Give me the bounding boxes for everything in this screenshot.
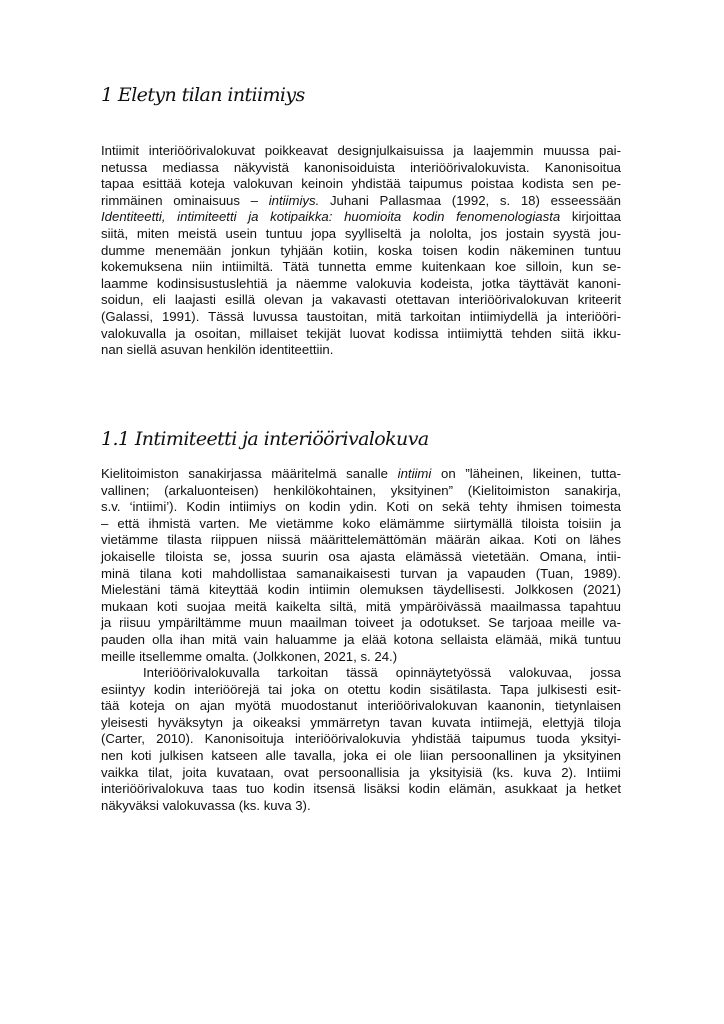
text-segment: Intiimit interiöörivalokuvat poikkeavat designjulkaisuissa ja laajemmin muussa pai- <box>101 143 621 158</box>
text-line <box>101 682 621 699</box>
text-segment: kokemuksena niin intiimiltä. Tätä tunnetta emme kuitenkaan koe silloin, kun se- <box>101 259 621 275</box>
text-segment: siitä, miten meistä usein tuntuu jopa syylliseltä ja nololta, jos jostain syystä jou- <box>101 225 621 241</box>
text-segment: Kielitoimiston sanakirjassa määritelmä sanalle <box>101 466 398 481</box>
text-line <box>101 326 621 343</box>
text-line <box>101 549 621 566</box>
text-segment: on ”läheinen, likeinen, tutta- <box>431 466 622 481</box>
text-segment: tää koteja on ajan myötä muodostanut interiöörivalokuvan kaanonin, tietynlaisen <box>101 698 621 714</box>
text-segment: ja riisuu ympäriltämme muun maailman toiveet ja odotukset. Se tarjoaa meille va- <box>101 615 621 631</box>
text-segment: pauden olla ihan mitä vain haluamme ja elää kotona sellaista elämää, mikä tuntuu <box>101 631 621 647</box>
text-line <box>101 781 621 798</box>
text-line <box>101 615 621 632</box>
text-segment: jokaiselle tiloista se, jossa suurin osa ajasta elämässä vietetään. Omana, intii- <box>101 548 621 564</box>
text-line <box>101 798 621 815</box>
text-line <box>101 632 621 649</box>
text-segment: s.v. ‘intiimi’). Kodin intiimiys on kodin ydin. Koti on sekä tehty ihmisen toimesta <box>101 499 621 515</box>
text-line <box>101 715 621 732</box>
text-line <box>101 599 621 616</box>
text-line <box>101 765 621 782</box>
text-segment: interiöörivalokuva taas tuo kodin itsensä lisäksi kodin elämän, asukkaat ja hetket <box>101 781 621 797</box>
text-segment: meille itsellemme omalta. (Jolkkonen, 2021, s. 24.) <box>101 648 398 664</box>
text-line <box>101 342 621 359</box>
text-segment: nen koti julkisen katseen alle tavalla, joka ei ole liian persoonallinen ja yksityinen <box>101 747 621 763</box>
text-line <box>101 176 621 193</box>
text-line <box>101 566 621 583</box>
text-line <box>101 698 621 715</box>
text-segment: valokuvalla ja osoitan, millaiset tekijät luovat kodissa intiimiyttä tehden siitä ikku- <box>101 325 621 341</box>
text-line <box>101 160 621 177</box>
chapter-heading: 1 Eletyn tilan intiimiys <box>101 84 305 106</box>
text-segment: netussa mediassa näkyvistä kanonisoiduista interiöörivalokuvista. Kanonisoitua <box>101 159 621 175</box>
text-line <box>101 466 621 483</box>
text-line <box>101 748 621 765</box>
paragraph-1 <box>101 143 621 359</box>
text-segment: Juhani Pallasmaa (1992, s. 18) esseessään <box>319 192 621 208</box>
text-segment: näkyväksi valokuvassa (ks. kuva 3). <box>101 797 311 813</box>
text-segment: vietämme tilasta riippuen niissä määrittelemättömän määrän aikaa. Koti on lähes <box>101 532 621 548</box>
italic-text: intiimi <box>397 466 432 481</box>
text-segment: – että ihmistä varten. Me vietämme koko elämämme siirtymällä tiloista toisiin ja <box>101 515 621 531</box>
text-line <box>101 649 621 666</box>
text-line <box>101 516 621 533</box>
text-segment: vaikka tilat, joita kuvataan, ovat persoonallisia ja yksityisiä (ks. kuva 2). Intiimi <box>101 764 621 780</box>
text-segment: dumme menemään jonkun tyhjään kotiin, koska toisen kodin näkeminen tuntuu <box>101 242 621 258</box>
text-line <box>101 532 621 549</box>
text-line <box>101 309 621 326</box>
text-line <box>101 259 621 276</box>
section-heading: 1.1 Intimiteetti ja interiöörivalokuva <box>101 428 429 450</box>
text-line <box>101 276 621 293</box>
text-line <box>101 665 621 682</box>
text-line <box>101 209 621 226</box>
text-line <box>101 243 621 260</box>
text-line <box>101 731 621 748</box>
text-line <box>101 499 621 516</box>
text-line <box>101 143 621 160</box>
text-segment: rimmäinen ominaisuus – <box>101 192 269 208</box>
italic-text: intiimiys. <box>268 192 320 208</box>
italic-text: Identiteetti, intimiteetti ja kotipaikka: huomioita kodin fenomenologiasta <box>101 209 561 225</box>
text-segment: tapaa esittää koteja valokuvan keinoin yhdistää taipumus poistaa kodista sen pe- <box>101 176 621 192</box>
text-segment: minä tilana koti mahdollistaa samanaikaisesti turvan ja vapauden (Tuan, 1989). <box>101 565 621 581</box>
text-segment: mukaan koti suojaa meitä kaikelta siltä, mitä ympäröivässä maailmassa tapahtuu <box>101 598 621 614</box>
text-segment: nan siellä asuvan henkilön identiteettiin. <box>101 342 334 358</box>
text-line <box>101 582 621 599</box>
text-segment: Mielestäni tämä kiteyttää kodin intiimin olemuksen täydellisesti. Jolkkosen (2021) <box>101 582 621 598</box>
text-segment: (Galassi, 1991). Tässä luvussa taustoitan, mitä tarkoitan intiimiydellä ja interiööri- <box>101 308 621 324</box>
text-segment: laamme kodinsisustuslehtiä ja näemme valokuvia kodeista, jotka täyttävät kanoni- <box>101 275 621 291</box>
text-segment: (Carter, 2010). Kanonisoituja interiöörivalokuvia yhdistää taipumus tuoda yksityi- <box>101 731 621 747</box>
text-line <box>101 193 621 210</box>
text-segment: esiintyy kodin interiöörejä tai joka on otettu kodin sisätilasta. Tapa julkisesti esit- <box>101 681 621 697</box>
text-segment: Interiöörivalokuvalla tarkoitan tässä opinnäytetyössä valokuvaa, jossa <box>143 665 621 680</box>
text-segment: yleisesti hyväksytyn ja oikeaksi ymmärretyn tavan kuvata intiimejä, elettyjä tiloja <box>101 714 621 730</box>
paragraph-2 <box>101 466 621 665</box>
text-segment: soidun, eli laajasti esillä olevan ja vakavasti otettavan interiöörivalokuvan kriteerit <box>101 292 621 308</box>
text-line <box>101 483 621 500</box>
text-line <box>101 292 621 309</box>
text-segment: vallinen; (arkaluonteisen) henkilökohtainen, yksityinen” (Kielitoimiston sanakirja, <box>101 482 621 498</box>
text-line <box>101 226 621 243</box>
paragraph-3 <box>101 665 621 814</box>
text-segment: kirjoittaa <box>560 209 621 225</box>
